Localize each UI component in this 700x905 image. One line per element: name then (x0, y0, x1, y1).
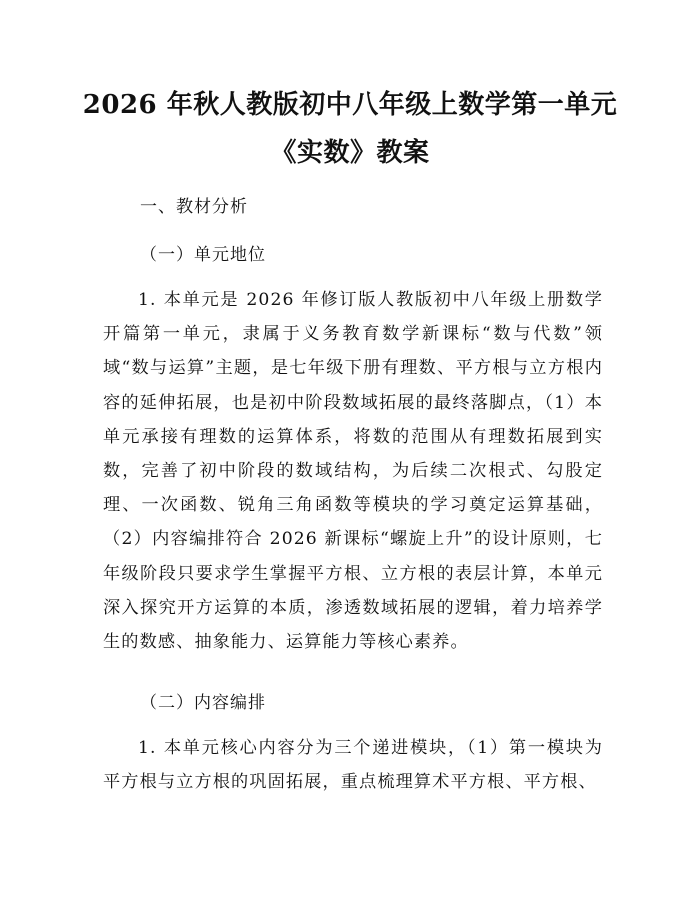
document-title-line2: 《实数》教案 (270, 138, 430, 168)
paragraph-content-arrangement: 1. 本单元核心内容分为三个递进模块，（1）第一模块为平方根与立方根的巩固拓展，重点梳理算术平方根、平方根、 (103, 738, 603, 793)
subsection-heading-unit-position: （一）单元地位 (140, 245, 266, 265)
section-heading-material-analysis: 一、教材分析 (140, 197, 248, 217)
paragraph-unit-position: 1. 本单元是 2026 年修订版人教版初中八年级上册数学开篇第一单元，隶属于义务教育数学新课标“数与代数”领域“数与运算”主题，是七年级下册有理数、平方根与立方根内容的延伸拓展，也是初中阶段数域拓展的最终落脚点，（1）本单元承接有理数的运算体系，将数的范围从有理数拓展到实数，完善了初中阶段的数域结构，为后续二次根式、勾股定理、一次函数、锐角三角函数等模块的学习奠定运算基础，（2）内容编排符合 2026 新课标“螺旋上升”的设计原则，七年级阶段只要求学生掌握平方根、立方根的表层计算，本单元深入探究开方运算的本质，渗透数域拓展的逻辑，着力培养学生的数感、抽象能力、运算能力等核心素养。 (103, 290, 603, 653)
document-title-line1: 2026 年秋人教版初中八年级上数学第一单元 (82, 90, 618, 120)
subsection-heading-content-arrangement: （二）内容编排 (140, 693, 266, 713)
